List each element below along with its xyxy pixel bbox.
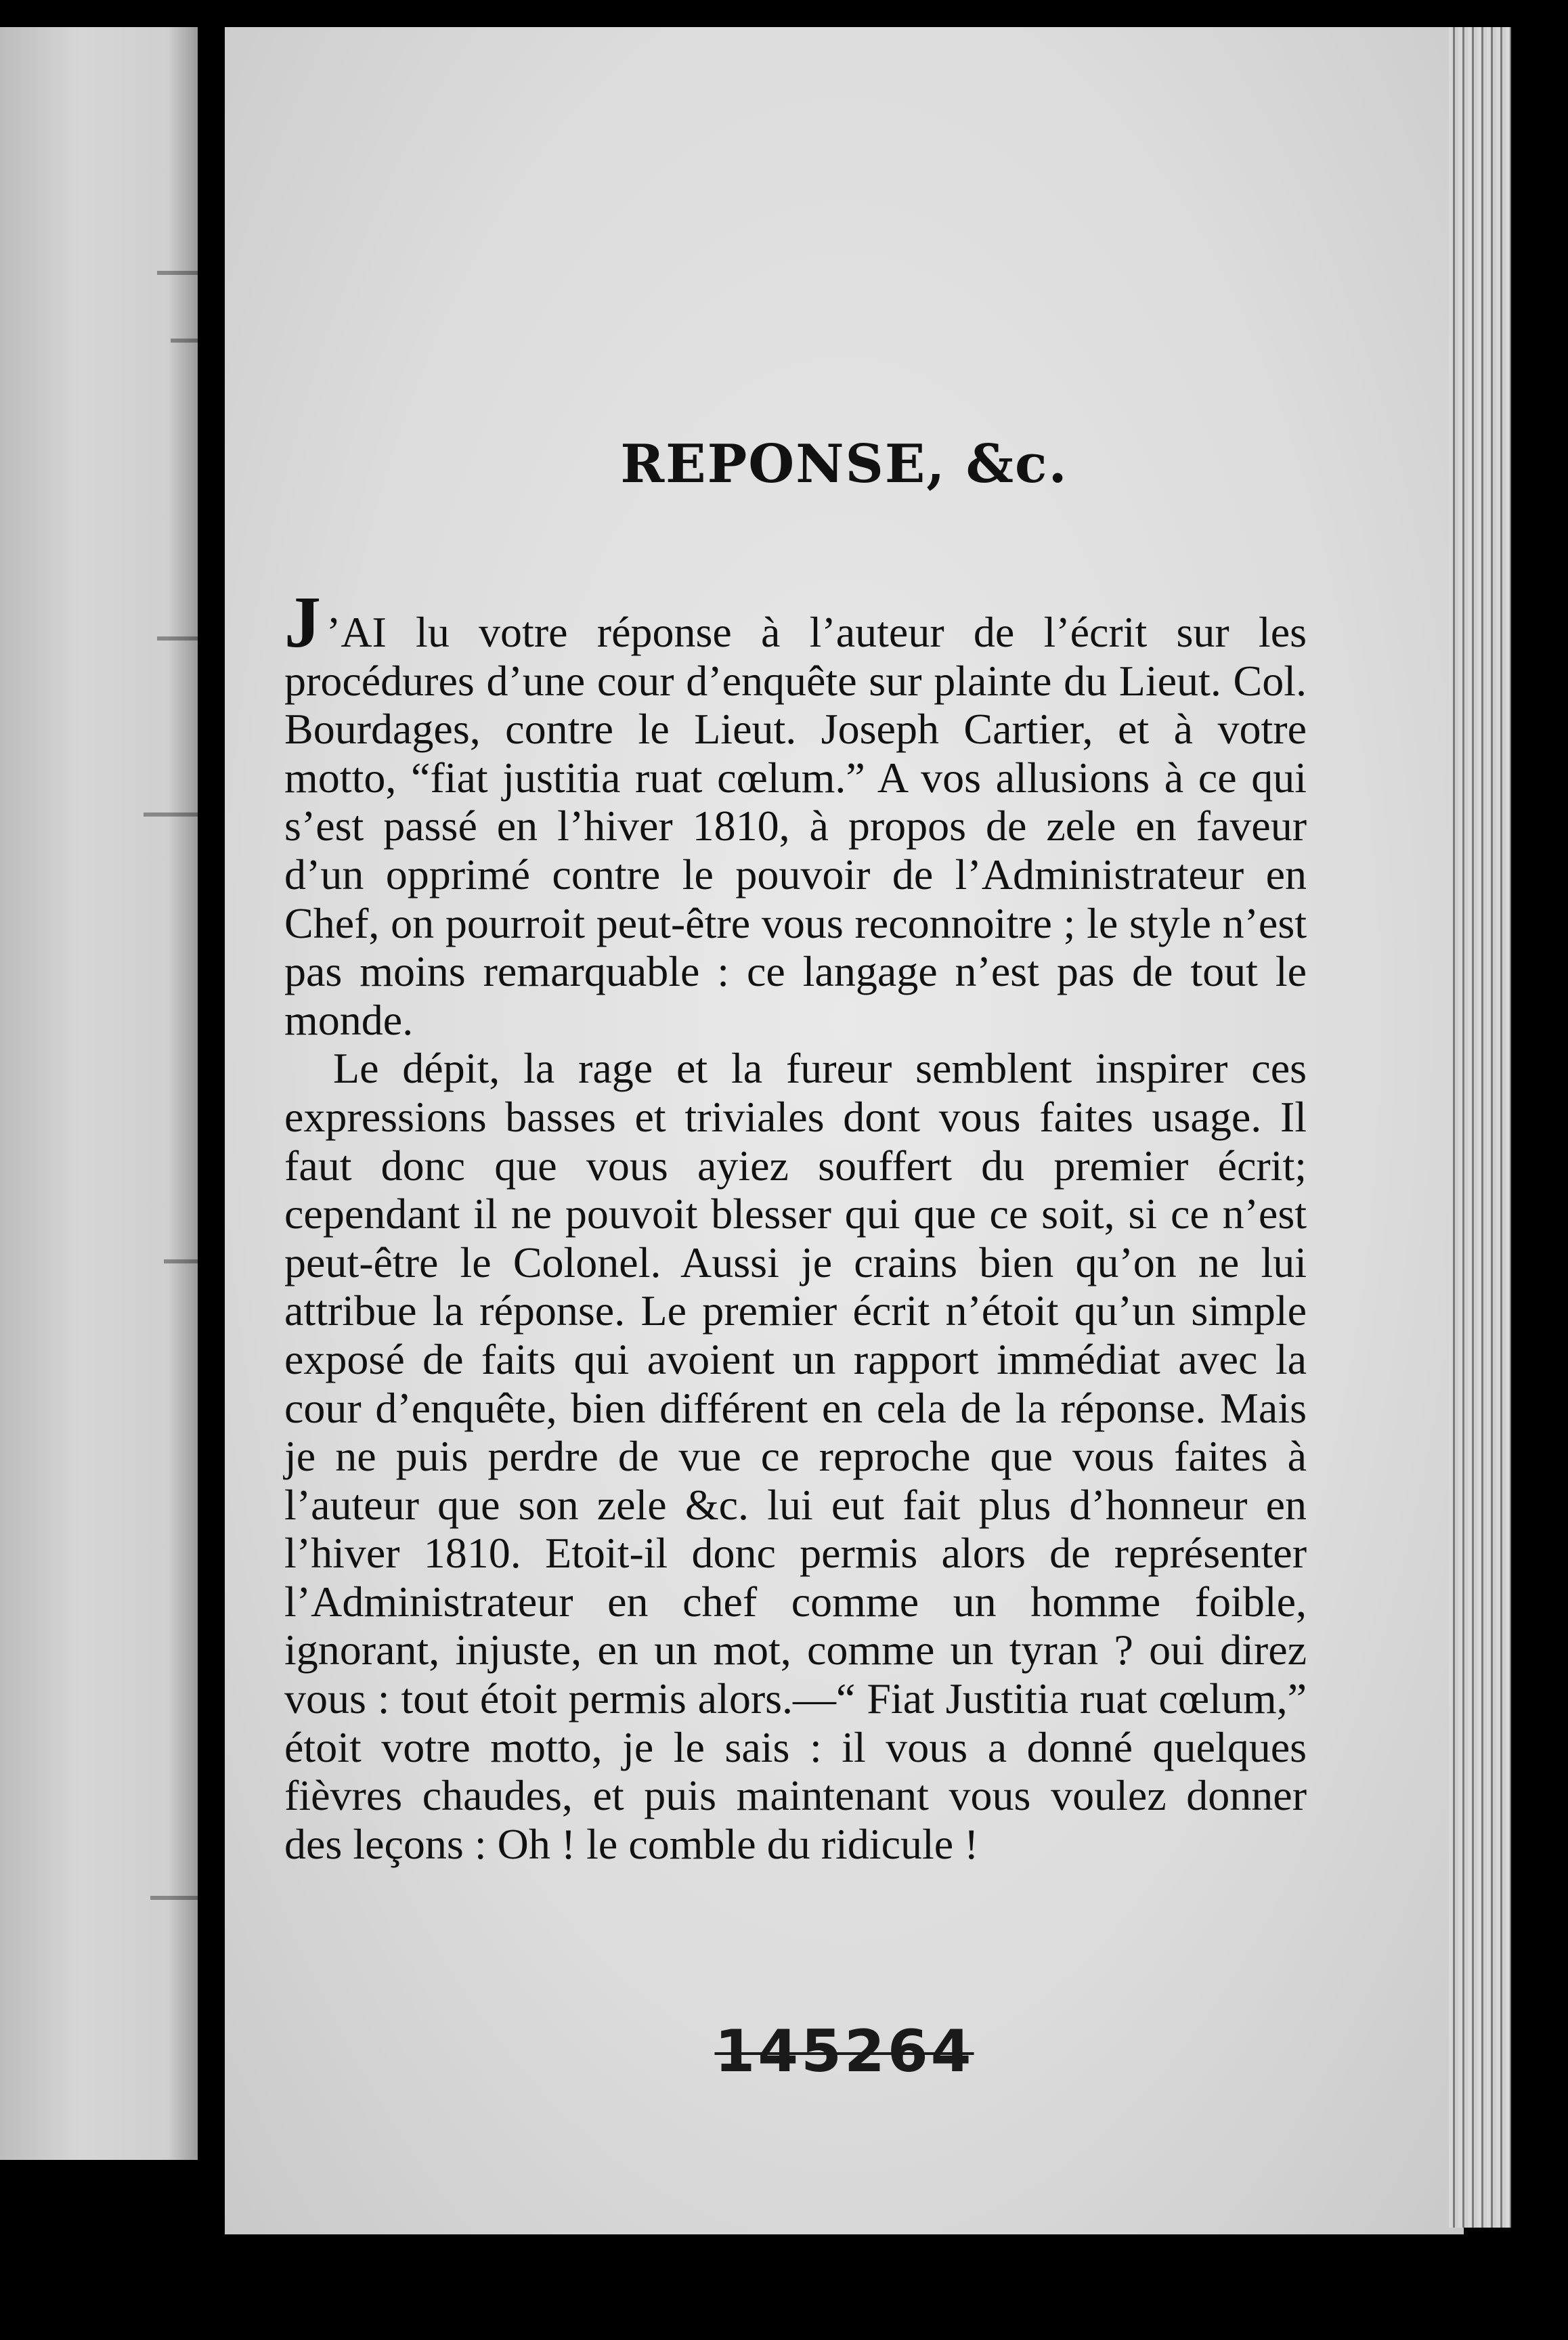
facing-page-text-trace xyxy=(164,1259,198,1263)
paragraph-1 xyxy=(284,582,1307,1044)
facing-page-text-trace xyxy=(150,1896,198,1900)
facing-page-text-trace xyxy=(157,271,198,275)
page-title: REPONSE, &c. xyxy=(620,433,1068,495)
facing-page-text-trace xyxy=(171,339,198,343)
facing-page-text-trace xyxy=(144,812,198,817)
paragraph-1-text: ’AI lu votre réponse à l’auteur de l’écrit sur les procédures d’une cour d’enquête sur plainte du Lieut. Col. Bourdages, contre le Lieut. Joseph Cartier, et à votre motto, “fiat justitia ruat cœlum.” A vos allusions à ce qui s’est passé en l’hiver 1810, à propos de zele en faveur d’un opprimé contre le pouvoir de l’Administrateur en Chef, on pourroit peut-être vous reconnoitre ; le style n’est pas moins remarquable : ce langage n’est pas de tout le monde. xyxy=(284,608,1307,1044)
paragraph-2: Le dépit, la rage et la fureur semblent inspirer ces expressions basses et triviales dont vous faites usage. Il faut donc que vous ayiez souffert du premier écrit; cependant il ne pouvoit blesser qui que ce soit, si ce n’est peut-être le Colonel. Aussi je crains bien qu’on ne lui attribue la réponse. Le premier écrit n’étoit qu’un simple exposé de faits qui avoient un rapport immédiat avec la cour d’enquête, bien différent en cela de la réponse. Mais je ne puis perdre de vue ce reproche que vous faites à l’auteur que son zele &c. lui eut fait plus d’honneur en l’hiver 1810. Etoit-il donc permis alors de représenter l’Administrateur en chef comme un homme foible, ignorant, injuste, en un mot, comme un tyran ? oui direz vous : tout étoit permis alors.—“ Fiat Justitia ruat cœlum,” étoit votre motto, je le sais : il vous a donné quelques fièvres chaudes, et puis maintenant vous voulez donner des leçons : Oh ! le comble du ridicule ! xyxy=(284,1044,1307,1868)
scan-border xyxy=(0,2234,1568,2340)
drop-cap: J xyxy=(284,582,321,663)
body-text xyxy=(284,582,1307,1868)
book-gutter xyxy=(198,0,225,2340)
facing-page-fragment xyxy=(0,27,198,2160)
page-edges xyxy=(1449,27,1511,2228)
shelf-mark: 145264 xyxy=(714,2018,974,2085)
facing-page-text-trace xyxy=(157,636,198,641)
